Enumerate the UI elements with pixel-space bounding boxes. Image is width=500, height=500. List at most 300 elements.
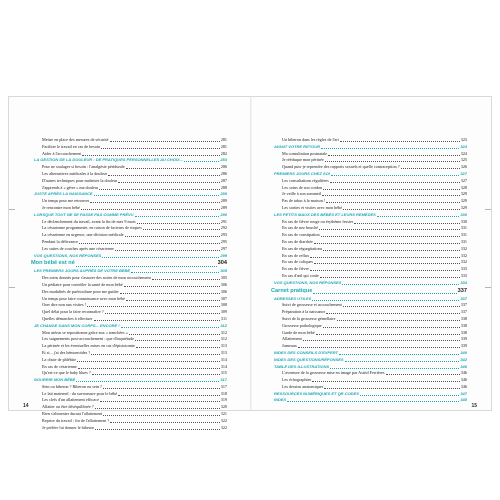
toc-entry-page: 289 [220, 191, 227, 197]
toc-entry-page: 320 [220, 404, 227, 410]
toc-entry-title: INDEX [274, 397, 287, 403]
toc-entry-row [31, 364, 227, 371]
dot-leader [137, 223, 220, 224]
toc-entry-title: RESSOURCES NUMÉRIQUES ET QR CODES [274, 390, 359, 396]
dot-leader [326, 313, 459, 314]
toc-entry-page: 332 [460, 259, 467, 265]
toc-entry-title: LES PETITS MAUX DES BÉBÉS ET LEURS REMÈDES [274, 211, 376, 217]
toc-entry-page: 312 [220, 336, 227, 342]
dot-leader [323, 189, 459, 190]
toc-section-row [31, 157, 227, 164]
dot-leader [323, 250, 459, 251]
toc-entry-title: J'apprends à « gérer » ma douleur [42, 184, 99, 190]
toc-entry-row [271, 343, 467, 350]
dot-leader [136, 347, 220, 348]
dot-leader [120, 293, 220, 294]
toc-entry-row [31, 144, 227, 151]
toc-entry-title: PREMIERS JOURS CHEZ SOI [274, 170, 330, 176]
toc-chapter-row [31, 259, 227, 268]
toc-entry-title: LA GESTION DE LA DOULEUR : DE PRATIQUES PERSONNELLES AU CHOIX... [34, 157, 184, 163]
toc-entry-page: 281 [220, 143, 227, 149]
toc-entry-page: 337 [460, 302, 467, 308]
toc-entry-page: 291 [220, 218, 227, 224]
toc-entry-page: 347 [460, 390, 467, 396]
toc-entry-row [31, 296, 227, 303]
dot-leader [121, 327, 220, 328]
toc-section-row [31, 191, 227, 198]
dot-leader [76, 266, 217, 267]
toc-entry-title: Mettre en place des mesures de sécurité [42, 137, 109, 142]
toc-entry-page: 313 [220, 343, 227, 349]
toc-entry-row [271, 239, 467, 246]
dot-leader [135, 340, 220, 341]
toc-entry-title: Préparation à la naissance [282, 309, 326, 315]
toc-entry-title: ADRESSES UTILES [274, 295, 312, 301]
dot-leader [90, 202, 219, 203]
margin-tick [9, 287, 15, 288]
toc-entry-title: JE CHANGE DANS MON CORPS... ENCORE ! [34, 322, 120, 328]
dot-leader [92, 374, 220, 375]
dot-leader [129, 334, 220, 335]
toc-entry-title: L'aventure de la grossesse mise en image par Astrid Ferrières [282, 370, 385, 376]
dot-leader [126, 168, 220, 169]
dot-leader [310, 257, 460, 258]
toc-entry-row [271, 205, 467, 212]
toc-entry-page: 342 [460, 356, 467, 362]
toc-entry-page: 283 [220, 157, 227, 163]
toc-entry-title: Jumeaux [282, 343, 297, 349]
toc-entry-title: Faciliter le travail en cas de besoin [42, 143, 101, 149]
toc-entry-title: Carnet pratique [271, 287, 313, 294]
toc-entry-row [271, 330, 467, 337]
toc-entry-row [31, 225, 227, 232]
toc-entry-title: AVANT VOTRE RETOUR [274, 143, 321, 149]
dot-leader [87, 306, 220, 307]
toc-entry-title: En cas de constipation [282, 232, 320, 238]
toc-entry-title: Les échographies [282, 377, 312, 383]
toc-entry-title: Mon bébé est né [31, 260, 75, 267]
toc-entry-row [31, 246, 227, 253]
toc-entry-title: Reprise du travail : fin de l'allaitement ? [42, 417, 110, 423]
toc-entry-page: 286 [220, 164, 227, 170]
margin-tick [9, 209, 15, 210]
toc-entry-title: JUSTE APRÈS LA NAISSANCE [34, 191, 93, 197]
toc-entry-row [271, 316, 467, 323]
toc-entry-page: 330 [460, 218, 467, 224]
dot-leader [312, 300, 459, 301]
dot-leader [152, 279, 220, 280]
toc-entry-page: 340 [460, 349, 467, 355]
toc-entry-page: 338 [460, 315, 467, 321]
toc-entry-row [31, 232, 227, 239]
toc-entry-page: 321 [220, 411, 227, 417]
dot-leader [386, 374, 460, 375]
toc-section-row [31, 212, 227, 219]
toc-entry-row [31, 178, 227, 185]
toc-entry-page: 318 [220, 390, 227, 396]
toc-entry-title: Un temps pour me retrouver [42, 198, 90, 204]
dot-leader [110, 422, 220, 423]
toc-entry-page: 330 [460, 211, 467, 217]
dot-leader [95, 429, 219, 430]
toc-entry-page: 319 [220, 397, 227, 403]
toc-entry-title: Pendant la délivrance [42, 238, 79, 244]
toc-entry-row [31, 289, 227, 296]
toc-entry-title: En cas de fièvre [282, 266, 309, 272]
toc-entry-title: Des soins donnés pour s'assurer des suites de mon accouchement [42, 275, 151, 281]
toc-entry-page: 304 [217, 260, 227, 267]
toc-entry-page: 326 [460, 164, 467, 170]
toc-entry-title: Les alternatives médicales à la douleur [42, 170, 107, 176]
toc-entry-title: En cas de diarrhée [282, 238, 313, 244]
dot-leader [322, 195, 460, 196]
toc-entry-title: Quelles démarches à effectuer [42, 315, 93, 321]
toc-entry-page: 307 [220, 295, 227, 301]
toc-entry-title: Allaitement [282, 336, 302, 342]
toc-entry-title: Quel délai pour la faire reconnaître ? [42, 309, 104, 315]
toc-entry-title: Pour ne soulager si besoin : l'analgésie péridurale [42, 164, 125, 170]
dot-leader [316, 334, 460, 335]
toc-entry-title: Les soins de son cordon [282, 184, 323, 190]
toc-entry-title: Un pédiatre pour contrôler la santé de mon bébé [42, 281, 123, 287]
toc-entry-page: 314 [220, 356, 227, 362]
toc-entry-title: En cas de régurgitations [282, 245, 323, 251]
toc-entry-title: En cas de reflux [282, 252, 310, 258]
toc-entry-page: 305 [220, 268, 227, 274]
toc-chapter-row [271, 287, 467, 296]
dot-leader [360, 395, 459, 396]
toc-section-row [271, 350, 467, 357]
page-number-right: 15 [471, 403, 477, 409]
toc-entry-page: 297 [220, 245, 227, 251]
toc-entry-page: 295 [220, 238, 227, 244]
toc-entry-page: 346 [460, 370, 467, 376]
toc-entry-title: En cas de coliques [282, 259, 314, 265]
toc-entry-page: 322 [220, 424, 227, 430]
toc-entry-page: 332 [460, 252, 467, 258]
toc-entry-row [31, 239, 227, 246]
toc-entry-title: La césarienne en urgence, une décision médicale [42, 232, 124, 238]
toc-entry-row [31, 198, 227, 205]
toc-entry-row [31, 309, 227, 316]
dot-leader [337, 320, 460, 321]
dot-leader [326, 202, 459, 203]
toc-entry-row [31, 350, 227, 357]
dot-leader [184, 161, 219, 162]
toc-section-row [271, 144, 467, 151]
toc-entry-title: Et si... j'ai des hémorroïdes ? [42, 349, 91, 355]
toc-entry-title: Je préfère lui donner le biberon [42, 424, 95, 430]
toc-entry-title: TABLE DES ILLUSTRATIONS [274, 363, 330, 369]
toc-entry-title: Ma consultation postnatale [282, 150, 328, 156]
toc-right-page [271, 137, 467, 404]
dot-leader [118, 395, 219, 396]
toc-entry-page: 312 [220, 329, 227, 335]
toc-entry-row [271, 219, 467, 226]
toc-entry-title: Des modalités de puériculture pour me guider [42, 288, 119, 294]
toc-entry-title: La périnée et les éventuelles mises en cas d'épisiotomie [42, 343, 135, 349]
toc-entry-title: En cas de césarienne [42, 363, 77, 369]
dot-leader [103, 388, 220, 389]
toc-entry-row [31, 171, 227, 178]
dot-leader [303, 340, 460, 341]
toc-entry-row [31, 384, 227, 391]
toc-entry-row [31, 219, 227, 226]
toc-entry-title: Je rencontre mon bébé [42, 204, 80, 210]
dot-leader [345, 361, 460, 362]
toc-entry-page: 331 [460, 225, 467, 231]
toc-entry-page: 312 [220, 322, 227, 328]
toc-entry-page: 339 [460, 336, 467, 342]
toc-entry-page: 292 [220, 225, 227, 231]
dot-leader [94, 195, 220, 196]
dot-leader [108, 175, 220, 176]
toc-entry-title: D'autres techniques pour maîtriser la douleur [42, 177, 118, 183]
dot-leader [81, 209, 220, 210]
dot-leader [319, 229, 460, 230]
toc-entry-row [271, 157, 467, 164]
dot-leader [100, 401, 220, 402]
dot-leader [115, 250, 220, 251]
toc-entry-page: 308 [220, 302, 227, 308]
dot-leader [143, 229, 220, 230]
toc-entry-row [31, 205, 227, 212]
toc-entry-page: 333 [460, 266, 467, 272]
dot-leader [298, 347, 460, 348]
toc-entry-title: En cas de fièvre rouge ou érythème fessier [282, 218, 354, 224]
toc-entry-row [31, 425, 227, 432]
toc-entry-row [271, 323, 467, 330]
toc-entry-row [271, 246, 467, 253]
toc-entry-title: Suivi de grossesse et accouchement [282, 302, 342, 308]
toc-section-row [31, 268, 227, 275]
dot-leader [323, 327, 460, 328]
book-spread [8, 96, 492, 430]
toc-entry-row [271, 259, 467, 266]
toc-section-row [31, 253, 227, 260]
toc-entry-page: 338 [460, 329, 467, 335]
dot-leader [310, 270, 460, 271]
dot-leader [325, 161, 460, 162]
toc-entry-title: Grossesse pathologique [282, 322, 322, 328]
toc-entry-row [31, 391, 227, 398]
toc-entry-title: INDEX DES CONSEILS D'EXPERT [274, 349, 339, 355]
toc-entry-page: 327 [460, 177, 467, 183]
toc-entry-page: 309 [220, 309, 227, 315]
toc-entry-row [31, 282, 227, 289]
margin-tick [485, 287, 491, 288]
toc-entry-page: 306 [220, 288, 227, 294]
toc-entry-title: Les dessins anatomiques [282, 383, 324, 389]
toc-entry-page: 348 [460, 397, 467, 403]
toc-entry-page: 337 [460, 309, 467, 315]
toc-entry-page: 324 [460, 150, 467, 156]
toc-entry-page: 346 [460, 363, 467, 369]
toc-entry-page: 333 [460, 272, 467, 278]
dot-leader [125, 236, 220, 237]
toc-entry-row [31, 397, 227, 404]
toc-entry-title: Je rééduque mon périnée [282, 157, 324, 163]
toc-entry-title: Allaiter ou être déséquilibrée ? [42, 404, 94, 410]
toc-entry-page: 293 [220, 232, 227, 238]
toc-entry-page: 299 [220, 252, 227, 258]
dot-leader [76, 381, 219, 382]
toc-entry-page: 329 [460, 198, 467, 204]
toc-entry-page: 286 [220, 170, 227, 176]
toc-entry-row [271, 266, 467, 273]
toc-entry-page: 329 [460, 191, 467, 197]
dot-leader [82, 155, 219, 156]
toc-section-row [271, 296, 467, 303]
dot-leader [313, 293, 456, 294]
toc-entry-title: Qu'est-ce que le baby blues ? [42, 370, 91, 376]
toc-entry-title: Garde de mon bébé [282, 329, 315, 335]
toc-entry-row [31, 151, 227, 158]
toc-entry-title: Le déclenchement du travail, avant la fin de mes 9 mois [42, 218, 136, 224]
toc-entry-page: 282 [220, 150, 227, 156]
dot-leader [321, 148, 459, 149]
toc-entry-page: 317 [220, 377, 227, 383]
dot-leader [78, 368, 220, 369]
toc-entry-page: 281 [220, 137, 227, 142]
toc-entry-page: 305 [220, 275, 227, 281]
dot-leader [99, 189, 219, 190]
toc-entry-row [271, 164, 467, 171]
toc-entry-page: 314 [220, 363, 227, 369]
dot-leader [354, 223, 459, 224]
toc-entry-row [31, 418, 227, 425]
toc-section-row [271, 171, 467, 178]
dot-leader [105, 313, 220, 314]
toc-entry-title: En cas d'œil qui coule [282, 272, 319, 278]
toc-entry-page: 338 [460, 322, 467, 328]
dot-leader [339, 354, 459, 355]
page-number-left: 14 [23, 403, 29, 409]
toc-entry-page: 331 [460, 238, 467, 244]
toc-entry-row [271, 178, 467, 185]
toc-entry-page: 289 [220, 204, 227, 210]
toc-entry-row [31, 357, 227, 364]
margin-tick [485, 209, 491, 210]
toc-left-page [31, 137, 227, 431]
dot-leader [110, 141, 220, 142]
toc-entry-page: 339 [460, 343, 467, 349]
toc-entry-page: 346 [460, 377, 467, 383]
dot-leader [103, 415, 219, 416]
dot-leader [287, 401, 459, 402]
toc-section-row [271, 397, 467, 404]
toc-entry-page: 313 [220, 349, 227, 355]
dot-leader [118, 182, 219, 183]
toc-entry-title: Un temps pour faire connaissance avec mon bébé [42, 295, 125, 301]
toc-entry-title: Quand puis-je reprendre des rapports sexuels et quelle contraception ? [282, 164, 400, 170]
toc-entry-page: 288 [220, 184, 227, 190]
toc-entry-title: LES PREMIERS JOURS AUPRÈS DE VOTRE BÉBÉ [34, 268, 131, 274]
toc-entry-page: 290 [220, 211, 227, 217]
toc-entry-title: Les sorties et visites avec mon bébé [282, 204, 343, 210]
toc-entry-row [271, 273, 467, 280]
dot-leader [331, 175, 460, 176]
toc-entry-row [271, 336, 467, 343]
dot-leader [314, 243, 460, 244]
dot-leader [77, 361, 220, 362]
toc-entry-row [271, 377, 467, 384]
dot-leader [135, 216, 220, 217]
toc-entry-row [31, 316, 227, 323]
dot-leader [343, 306, 460, 307]
toc-entry-title: Bien s'alimenter durant l'allaitement [42, 411, 103, 417]
toc-entry-title: Suivi de la grossesse gémellaire [282, 315, 336, 321]
dot-leader [330, 368, 459, 369]
dot-leader [95, 408, 220, 409]
dot-leader [124, 286, 220, 287]
dot-leader [401, 168, 460, 169]
toc-entry-title: NOURRIR MON BÉBÉ [34, 377, 76, 383]
toc-entry-page: 331 [460, 232, 467, 238]
toc-entry-page: 327 [460, 170, 467, 176]
toc-entry-page: 315 [220, 370, 227, 376]
toc-entry-page: 324 [460, 143, 467, 149]
book-gutter [250, 97, 252, 410]
dot-leader [94, 320, 220, 321]
toc-entry-page: 322 [220, 417, 227, 423]
toc-entry-page: 311 [220, 315, 227, 321]
dot-leader [330, 182, 460, 183]
toc-entry-title: INDEX DES QUESTIONS/RÉPONSES [274, 356, 344, 362]
toc-entry-row [271, 370, 467, 377]
toc-section-row [271, 280, 467, 287]
toc-entry-title: VOS QUESTIONS, NOS RÉPONSES [34, 252, 102, 258]
toc-entry-row [271, 302, 467, 309]
toc-entry-title: LORSQUE TOUT NE SE PASSE PAS COMME PRÉVU [34, 211, 134, 217]
toc-entry-page: 337 [457, 287, 467, 294]
toc-entry-row [31, 404, 227, 411]
toc-entry-row [31, 336, 227, 343]
toc-entry-row [271, 137, 467, 144]
toc-entry-title: Les clefs d'un allaitement efficace [42, 397, 99, 403]
toc-entry-row [31, 275, 227, 282]
dot-leader [101, 148, 220, 149]
dot-leader [126, 300, 220, 301]
toc-entry-title: Mon utérus se repositionne grâce aux « tranchées » [42, 329, 128, 335]
toc-entry-row [271, 384, 467, 391]
toc-entry-row [31, 411, 227, 418]
dot-leader [91, 354, 220, 355]
toc-section-row [271, 391, 467, 398]
toc-entry-page: 337 [460, 295, 467, 301]
toc-entry-row [271, 232, 467, 239]
dot-leader [342, 284, 459, 285]
dot-leader [324, 388, 459, 389]
toc-entry-page: 328 [460, 184, 467, 190]
toc-entry-title: La chute de phlébite [42, 356, 77, 362]
toc-entry-row [271, 253, 467, 260]
dot-leader [131, 272, 219, 273]
toc-entry-row [31, 164, 227, 171]
toc-entry-page: 317 [220, 383, 227, 389]
toc-entry-page: 325 [460, 157, 467, 163]
toc-entry-title: Le lait maternel : du sur-mesure pour le bébé [42, 390, 118, 396]
dot-leader [328, 155, 460, 156]
toc-section-row [271, 357, 467, 364]
toc-entry-page: 334 [460, 279, 467, 285]
toc-entry-row [31, 370, 227, 377]
toc-entry-title: Les suites de couches après une césarienne [42, 245, 114, 251]
toc-entry-page: 323 [460, 137, 467, 142]
toc-entry-title: Les consultations régulières [282, 177, 329, 183]
toc-entry-title: Sein ou biberon ? Biberon ou sein ? [42, 383, 102, 389]
toc-entry-page: 346 [460, 383, 467, 389]
